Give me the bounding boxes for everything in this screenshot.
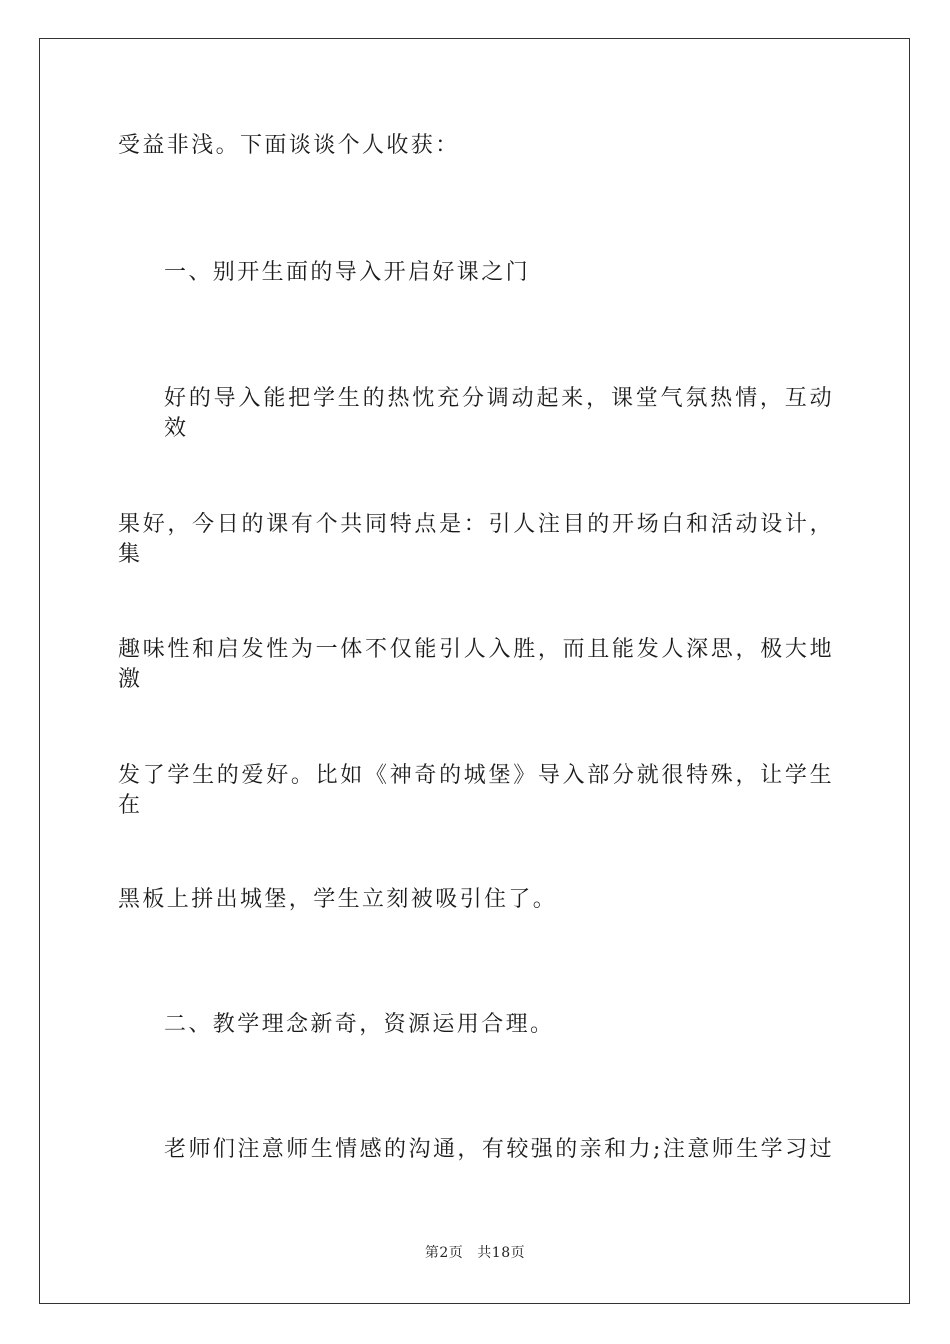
section-heading-1: 一、别开生面的导入开启好课之门 xyxy=(164,260,531,285)
paragraph-line: 受益非浅。下面谈谈个人收获： xyxy=(118,133,460,158)
paragraph-line: 发了学生的爱好。比如《神奇的城堡》导入部分就很特殊，让学生在 xyxy=(118,763,834,818)
page-total: 共18页 xyxy=(477,1245,526,1261)
paragraph-line: 果好，今日的课有个共同特点是：引人注目的开场白和活动设计，集 xyxy=(118,512,834,567)
page-footer xyxy=(0,1244,950,1262)
paragraph-line: 趣味性和启发性为一体不仅能引人入胜，而且能发人深思，极大地激 xyxy=(118,637,834,692)
paragraph-line: 好的导入能把学生的热忱充分调动起来，课堂气氛热情，互动效 xyxy=(164,386,834,441)
page-number: 第2页 xyxy=(424,1245,464,1261)
paragraph-line: 黑板上拼出城堡，学生立刻被吸引住了。 xyxy=(118,887,558,912)
section-heading-2: 二、教学理念新奇，资源运用合理。 xyxy=(164,1012,555,1037)
paragraph-line: 老师们注意师生情感的沟通，有较强的亲和力;注意师生学习过 xyxy=(164,1137,834,1162)
